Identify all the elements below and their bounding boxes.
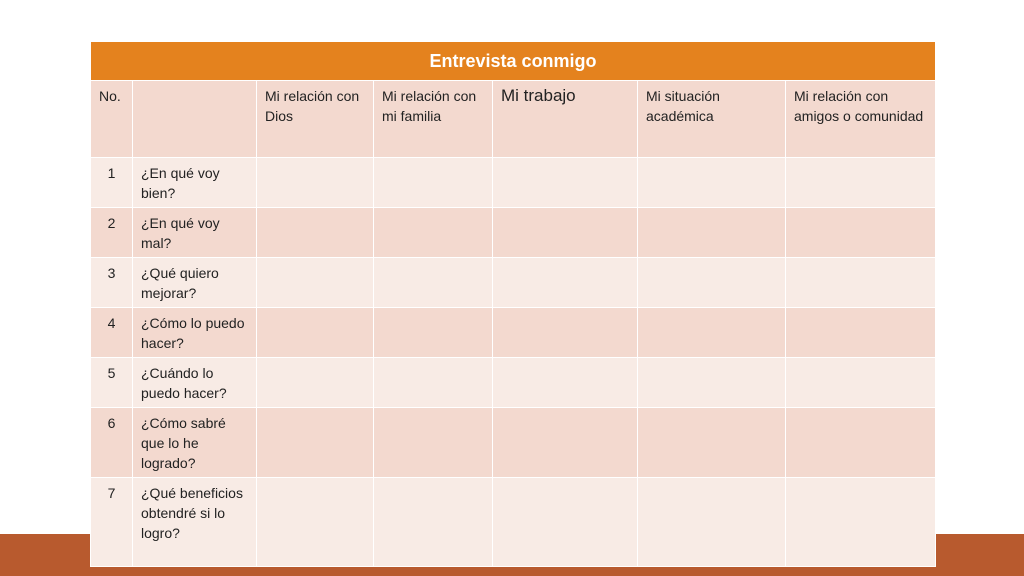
- answer-cell: [493, 408, 638, 478]
- answer-cell: [786, 258, 936, 308]
- table-row: [91, 308, 936, 358]
- answer-cell: [374, 358, 493, 408]
- table-row: [91, 408, 936, 478]
- header-familia: Mi relación con mi familia: [374, 81, 493, 158]
- answer-cell: [374, 308, 493, 358]
- header-amigos: Mi relación con amigos o comunidad: [786, 81, 936, 158]
- answer-cell: [786, 308, 936, 358]
- row-question: ¿Qué quiero mejorar?: [133, 258, 257, 308]
- answer-cell: [374, 258, 493, 308]
- answer-cell: [786, 408, 936, 478]
- answer-cell: [257, 208, 374, 258]
- header-no: No.: [91, 81, 133, 158]
- row-question: ¿Cuándo lo puedo hacer?: [133, 358, 257, 408]
- table-title: Entrevista conmigo: [91, 42, 936, 81]
- answer-cell: [374, 408, 493, 478]
- answer-cell: [493, 358, 638, 408]
- answer-cell: [638, 358, 786, 408]
- answer-cell: [638, 208, 786, 258]
- row-number: 7: [91, 478, 133, 567]
- answer-cell: [786, 478, 936, 567]
- answer-cell: [257, 478, 374, 567]
- interview-table: [90, 41, 936, 567]
- row-number: 4: [91, 308, 133, 358]
- header-row: [91, 81, 936, 158]
- answer-cell: [786, 358, 936, 408]
- answer-cell: [638, 408, 786, 478]
- answer-cell: [374, 208, 493, 258]
- row-question: ¿En qué voy mal?: [133, 208, 257, 258]
- row-question: ¿Cómo sabré que lo he logrado?: [133, 408, 257, 478]
- answer-cell: [638, 258, 786, 308]
- answer-cell: [374, 158, 493, 208]
- answer-cell: [493, 158, 638, 208]
- header-dios: Mi relación con Dios: [257, 81, 374, 158]
- row-question: ¿Cómo lo puedo hacer?: [133, 308, 257, 358]
- row-number: 2: [91, 208, 133, 258]
- row-question: ¿En qué voy bien?: [133, 158, 257, 208]
- answer-cell: [638, 478, 786, 567]
- answer-cell: [493, 208, 638, 258]
- row-number: 6: [91, 408, 133, 478]
- row-number: 1: [91, 158, 133, 208]
- answer-cell: [257, 408, 374, 478]
- table-row: [91, 158, 936, 208]
- answer-cell: [638, 158, 786, 208]
- answer-cell: [493, 308, 638, 358]
- header-trabajo: Mi trabajo: [493, 81, 638, 158]
- header-academica: Mi situación académica: [638, 81, 786, 158]
- table-row: [91, 478, 936, 567]
- answer-cell: [786, 208, 936, 258]
- answer-cell: [257, 158, 374, 208]
- answer-cell: [374, 478, 493, 567]
- answer-cell: [493, 478, 638, 567]
- header-question: [133, 81, 257, 158]
- answer-cell: [786, 158, 936, 208]
- answer-cell: [257, 308, 374, 358]
- table-row: [91, 358, 936, 408]
- table-row: [91, 208, 936, 258]
- row-number: 3: [91, 258, 133, 308]
- answer-cell: [257, 258, 374, 308]
- answer-cell: [257, 358, 374, 408]
- answer-cell: [638, 308, 786, 358]
- row-number: 5: [91, 358, 133, 408]
- answer-cell: [493, 258, 638, 308]
- row-question: ¿Qué beneficios obtendré si lo logro?: [133, 478, 257, 567]
- table-row: [91, 258, 936, 308]
